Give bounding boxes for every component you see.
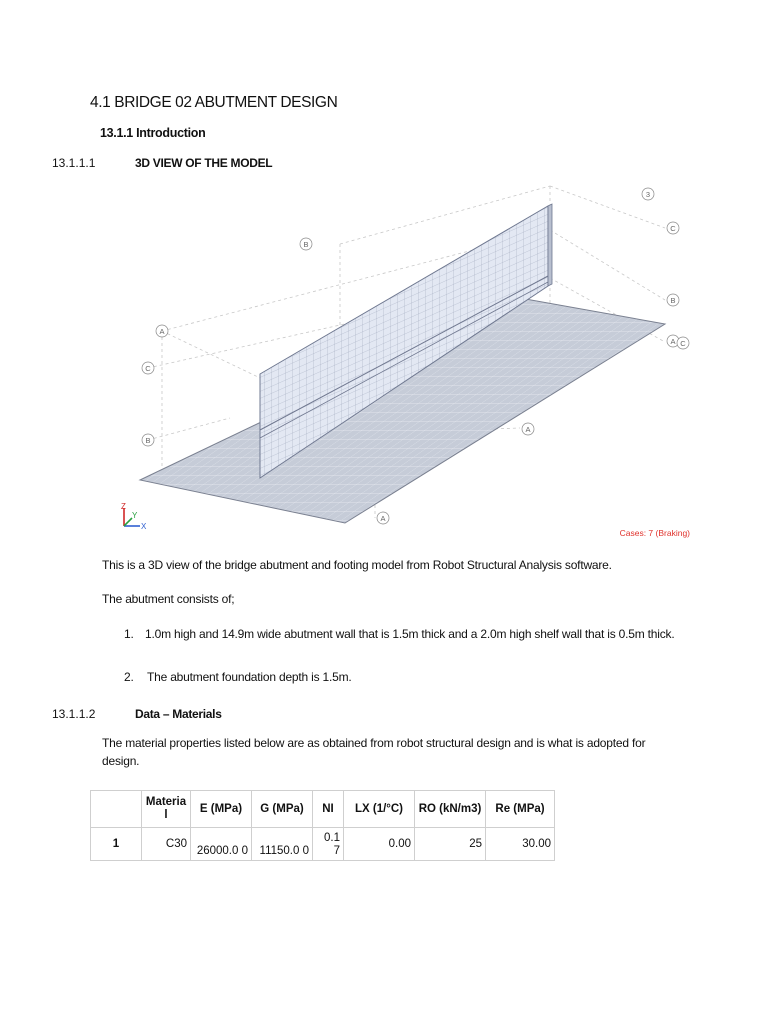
grid-marker-label: A bbox=[525, 425, 531, 434]
list-item: The abutment foundation depth is 1.5m. bbox=[147, 670, 352, 684]
main-heading: 4.1 BRIDGE 02 ABUTMENT DESIGN bbox=[90, 94, 338, 111]
table-header-row bbox=[91, 791, 555, 828]
materials-intro: The material properties listed below are as obtained from robot structural design and is what is adopted for design. bbox=[102, 736, 646, 768]
grid-marker-label: C bbox=[680, 339, 686, 348]
grid-marker-label: C bbox=[145, 364, 151, 373]
grid-marker bbox=[156, 325, 168, 337]
table-cell: 11150.0 0 bbox=[252, 828, 313, 861]
table-header: E (MPa) bbox=[191, 791, 252, 828]
section-number: 13.1.1.2 bbox=[52, 707, 96, 721]
x-axis-label: X bbox=[141, 522, 147, 531]
grid-marker-label: A bbox=[670, 337, 676, 346]
grid-marker-label: A bbox=[159, 327, 165, 336]
grid-marker bbox=[667, 294, 679, 306]
grid-marker bbox=[667, 222, 679, 234]
table-cell: 0.00 bbox=[344, 828, 415, 861]
sub-heading: 13.1.1 Introduction bbox=[100, 126, 206, 140]
cases-label: Cases: 7 (Braking) bbox=[619, 528, 690, 538]
table-cell: 25 bbox=[415, 828, 486, 861]
z-axis-label: Z bbox=[121, 502, 126, 511]
list-item-number: 1. bbox=[124, 627, 134, 641]
grid-marker bbox=[300, 238, 312, 250]
grid-marker-label: B bbox=[303, 240, 309, 249]
consists-intro: The abutment consists of; bbox=[102, 592, 235, 606]
grid-marker bbox=[142, 362, 154, 374]
grid-marker-label: C bbox=[670, 224, 676, 233]
table-cell: 0.1 7 bbox=[313, 828, 344, 861]
grid-marker bbox=[677, 337, 689, 349]
table-cell: 1 bbox=[91, 828, 142, 861]
grid-marker bbox=[522, 423, 534, 435]
table-row bbox=[91, 828, 555, 861]
model-3d-view bbox=[110, 178, 700, 546]
grid-marker-label: 3 bbox=[645, 190, 651, 199]
y-axis-label: Y bbox=[132, 511, 138, 520]
table-header: Materia l bbox=[142, 791, 191, 828]
table-header: Re (MPa) bbox=[486, 791, 555, 828]
grid-marker bbox=[377, 512, 389, 524]
list-item-number: 2. bbox=[124, 670, 134, 684]
grid-marker bbox=[142, 434, 154, 446]
grid-marker-label: B bbox=[670, 296, 676, 305]
axis-triad bbox=[121, 502, 147, 531]
table-header: G (MPa) bbox=[252, 791, 313, 828]
figure-caption: This is a 3D view of the bridge abutment and footing model from Robot Structural Analysis software. bbox=[102, 558, 612, 572]
table-cell: 30.00 bbox=[486, 828, 555, 861]
wall-edge bbox=[548, 204, 552, 286]
y-axis-line bbox=[124, 518, 132, 526]
table-header: LX (1/°C) bbox=[344, 791, 415, 828]
section-title: Data – Materials bbox=[135, 707, 222, 721]
grid-marker bbox=[642, 188, 654, 200]
section-number: 13.1.1.1 bbox=[52, 156, 96, 170]
table-header bbox=[91, 791, 142, 828]
materials-table bbox=[90, 790, 555, 861]
table-header: NI bbox=[313, 791, 344, 828]
table-header: RO (kN/m3) bbox=[415, 791, 486, 828]
list-item: 1.0m high and 14.9m wide abutment wall that is 1.5m thick and a 2.0m high shelf wall that is 0.5m thick. bbox=[145, 627, 675, 641]
grid-marker-label: B bbox=[145, 436, 151, 445]
table-cell: C30 bbox=[142, 828, 191, 861]
grid-marker-label: A bbox=[380, 514, 386, 523]
table-cell: 26000.0 0 bbox=[191, 828, 252, 861]
section-title: 3D VIEW OF THE MODEL bbox=[135, 156, 273, 170]
